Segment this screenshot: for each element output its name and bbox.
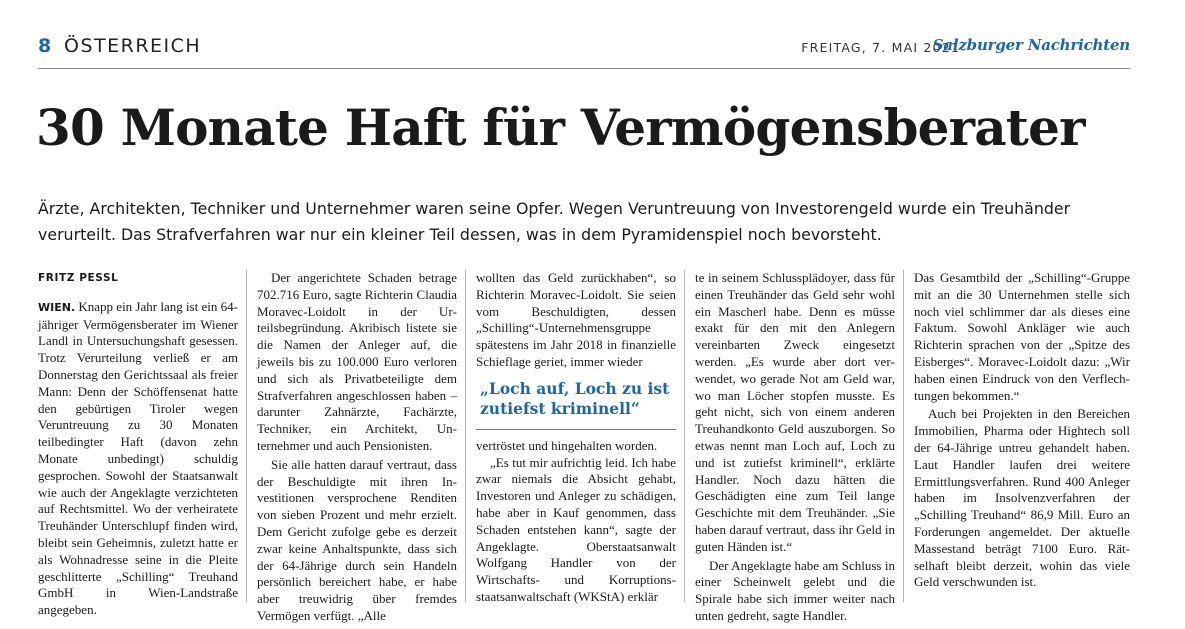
column-divider <box>903 270 904 602</box>
dateline-city: WIEN. <box>38 300 76 314</box>
paragraph: Sie alle hatten darauf vertraut, dass der Beschuldigte mit ihren Investitionen versprochene Renditen von sieben Prozent und mehr erzielt. Dem Gericht zufolge gebe es derzeit zwar keine Anhaltspunkte, dass sich der 64-Jährige durch sein Handeln persönlich bereichert habe, er habe aber treuwidrig über fremdes Vermögen verfügt. „Alle <box>257 456 457 623</box>
author-byline: FRITZ PESSL <box>38 272 119 284</box>
section-title: ÖSTERREICH <box>64 35 202 57</box>
column-divider <box>684 270 685 602</box>
article-body <box>38 270 1130 623</box>
paragraph <box>38 299 238 619</box>
paragraph: vertröstet und hingehalten worden. <box>476 437 658 453</box>
pull-quote-text: „Loch auf, Loch zu ist zutiefst kriminell“ <box>480 378 670 418</box>
page-number: 8 <box>38 35 52 57</box>
article-lead: Ärzte, Architekten, Techniker und Unternehmer waren seine Opfer. Wegen Veruntreuung von Investorengeld wurde ein Treuhänder verurteilt. Das Strafverfahren war nur ein kleiner Teil dessen, was in dem Pyramidenspiel noch bevorsteht. <box>38 199 1071 244</box>
column-3 <box>476 270 676 610</box>
issue-date: FREITAG, 7. MAI 2021 <box>801 40 960 55</box>
paragraph: Auch bei Projekten in den Bereichen Immobilien, Pharma oder Hightech soll der 64-Jährige untreu gehandelt haben. Laut Handler laufen drei weitere Ermittlungsverfahren. Rund 400 Anleger haben im Insolvenzverfahren der „Schilling Treuhand“ 86,9 Mill. Euro an Forderungen angemeldet. Der aktuelle Massestand beträgt 7100 Euro. Rätselhaft bleibt derzeit, wohin das viele Geld verschwunden ist. <box>914 406 1130 590</box>
column-divider <box>465 270 466 602</box>
column-4 <box>695 270 895 623</box>
column-5 <box>914 270 1130 610</box>
header-divider <box>38 68 1130 69</box>
paragraph: Der angerichtete Schaden betrage 702.716 Euro, sagte Richterin Claudia Moravec-Loidolt in der Urteilsbegründung. Akribisch listete sie die Namen der Anleger auf, die jeweils bis zu 100.000 Euro verloren und sich als Privatbeteiligte dem Strafverfahren angeschlossen haben – darunter Zahnärzte, Fachärzte, Techniker, ein Architekt, Unternehmer und auch Pensionisten. <box>257 270 457 453</box>
paragraph: Der Angeklagte habe am Schluss in einer Scheinwelt gelebt und die Spirale habe sich immer weiter nach unten gedreht, sagte Handler. <box>695 557 895 623</box>
paragraph: te in seinem Schlussplädoyer, dass für einen Treuhänder das Geld sehr wohl ein Mascherl habe. Denn es müsse exakt für den mit den Anlegern vereinbarten Zweck eingesetzt werden. „Es wurde aber dort verwendet, wo gerade Not am Geld war, wo man Löcher stopfen musste. Es geht nicht, sich von einem anderen Treuhandkonto Geld auszuborgen. So etwas nennt man Loch auf, Loch zu und ist zutiefst kriminell“, erklärte Handler. Noch dazu hätten die Geschädigten eine zum Teil lange Geschichte mit dem Treuhänder. „Sie haben darauf vertraut, dass ihr Geld in guten Händen ist.“ <box>695 270 895 554</box>
paragraph: Das Gesamtbild der „Schilling“-Gruppe mit an die 30 Unternehmen stelle sich noch viel schlimmer dar als dieses eine Faktum. Sowohl Ankläger wie auch Richterin sprachen von der „Spitze des Eisberges“. Moravec-Loidolt dazu: „Wir haben einen Eindruck von den Verflechtungen bekommen.“ <box>914 270 1130 403</box>
column-1 <box>38 270 238 618</box>
newspaper-logo: Salzburger Nachrichten <box>932 36 1130 54</box>
paragraph: „Es tut mir aufrichtig leid. Ich habe zwar niemals die Absicht gehabt, Investoren und Anleger zu schädigen, habe aber in Kauf genommen, dass Schaden entstehen kann“, sagte der Angeklagte. Oberstaatsanwalt Wolfgang Handler von der Wirtschafts- und Korruptionsstaatsanwaltschaft (WKStA) erklär <box>476 454 676 604</box>
page-header <box>38 35 1130 61</box>
article-headline: 30 Monate Haft für Vermögensberater <box>36 98 1085 157</box>
column-divider <box>246 270 247 602</box>
paragraph: wollten das Geld zurückhaben“, so Richterin Moravec-Loidolt. Sie seien vom Beschuldigten, dessen „Schilling“-Unternehmensgruppe spätestens im Jahr 2018 in finanzielle Schieflage geriet, immer wieder <box>476 270 676 369</box>
pull-quote <box>476 379 676 430</box>
paragraph-text: Knapp ein Jahr lang ist ein 64-jähriger Vermögensberater im Wiener Landl in Untersuchungshaft gesessen. Trotz Verurteilung verließ er am Donnerstag den Gerichtssaal als freier Mann: Denn der Schöffensenat hatte den gebürtigen Tiroler wegen Veruntreuung zu 30 Monaten teilbedingter Haft (davon zehn Monate unbedingt) schuldig gesprochen. Sowohl der Staatsanwalt wie auch der Angeklagte verzichteten auf Rechtsmittel. Wo der verheiratete Treuhänder Unterschlupf finden wird, bleibt sein Geheimnis, zuletzt hatte er als Wohnadresse seine in die Pleite geschlitterte „Schilling“ Treuhand GmbH in Wien-Landstraße angegeben. <box>38 298 238 618</box>
column-2 <box>257 270 457 623</box>
